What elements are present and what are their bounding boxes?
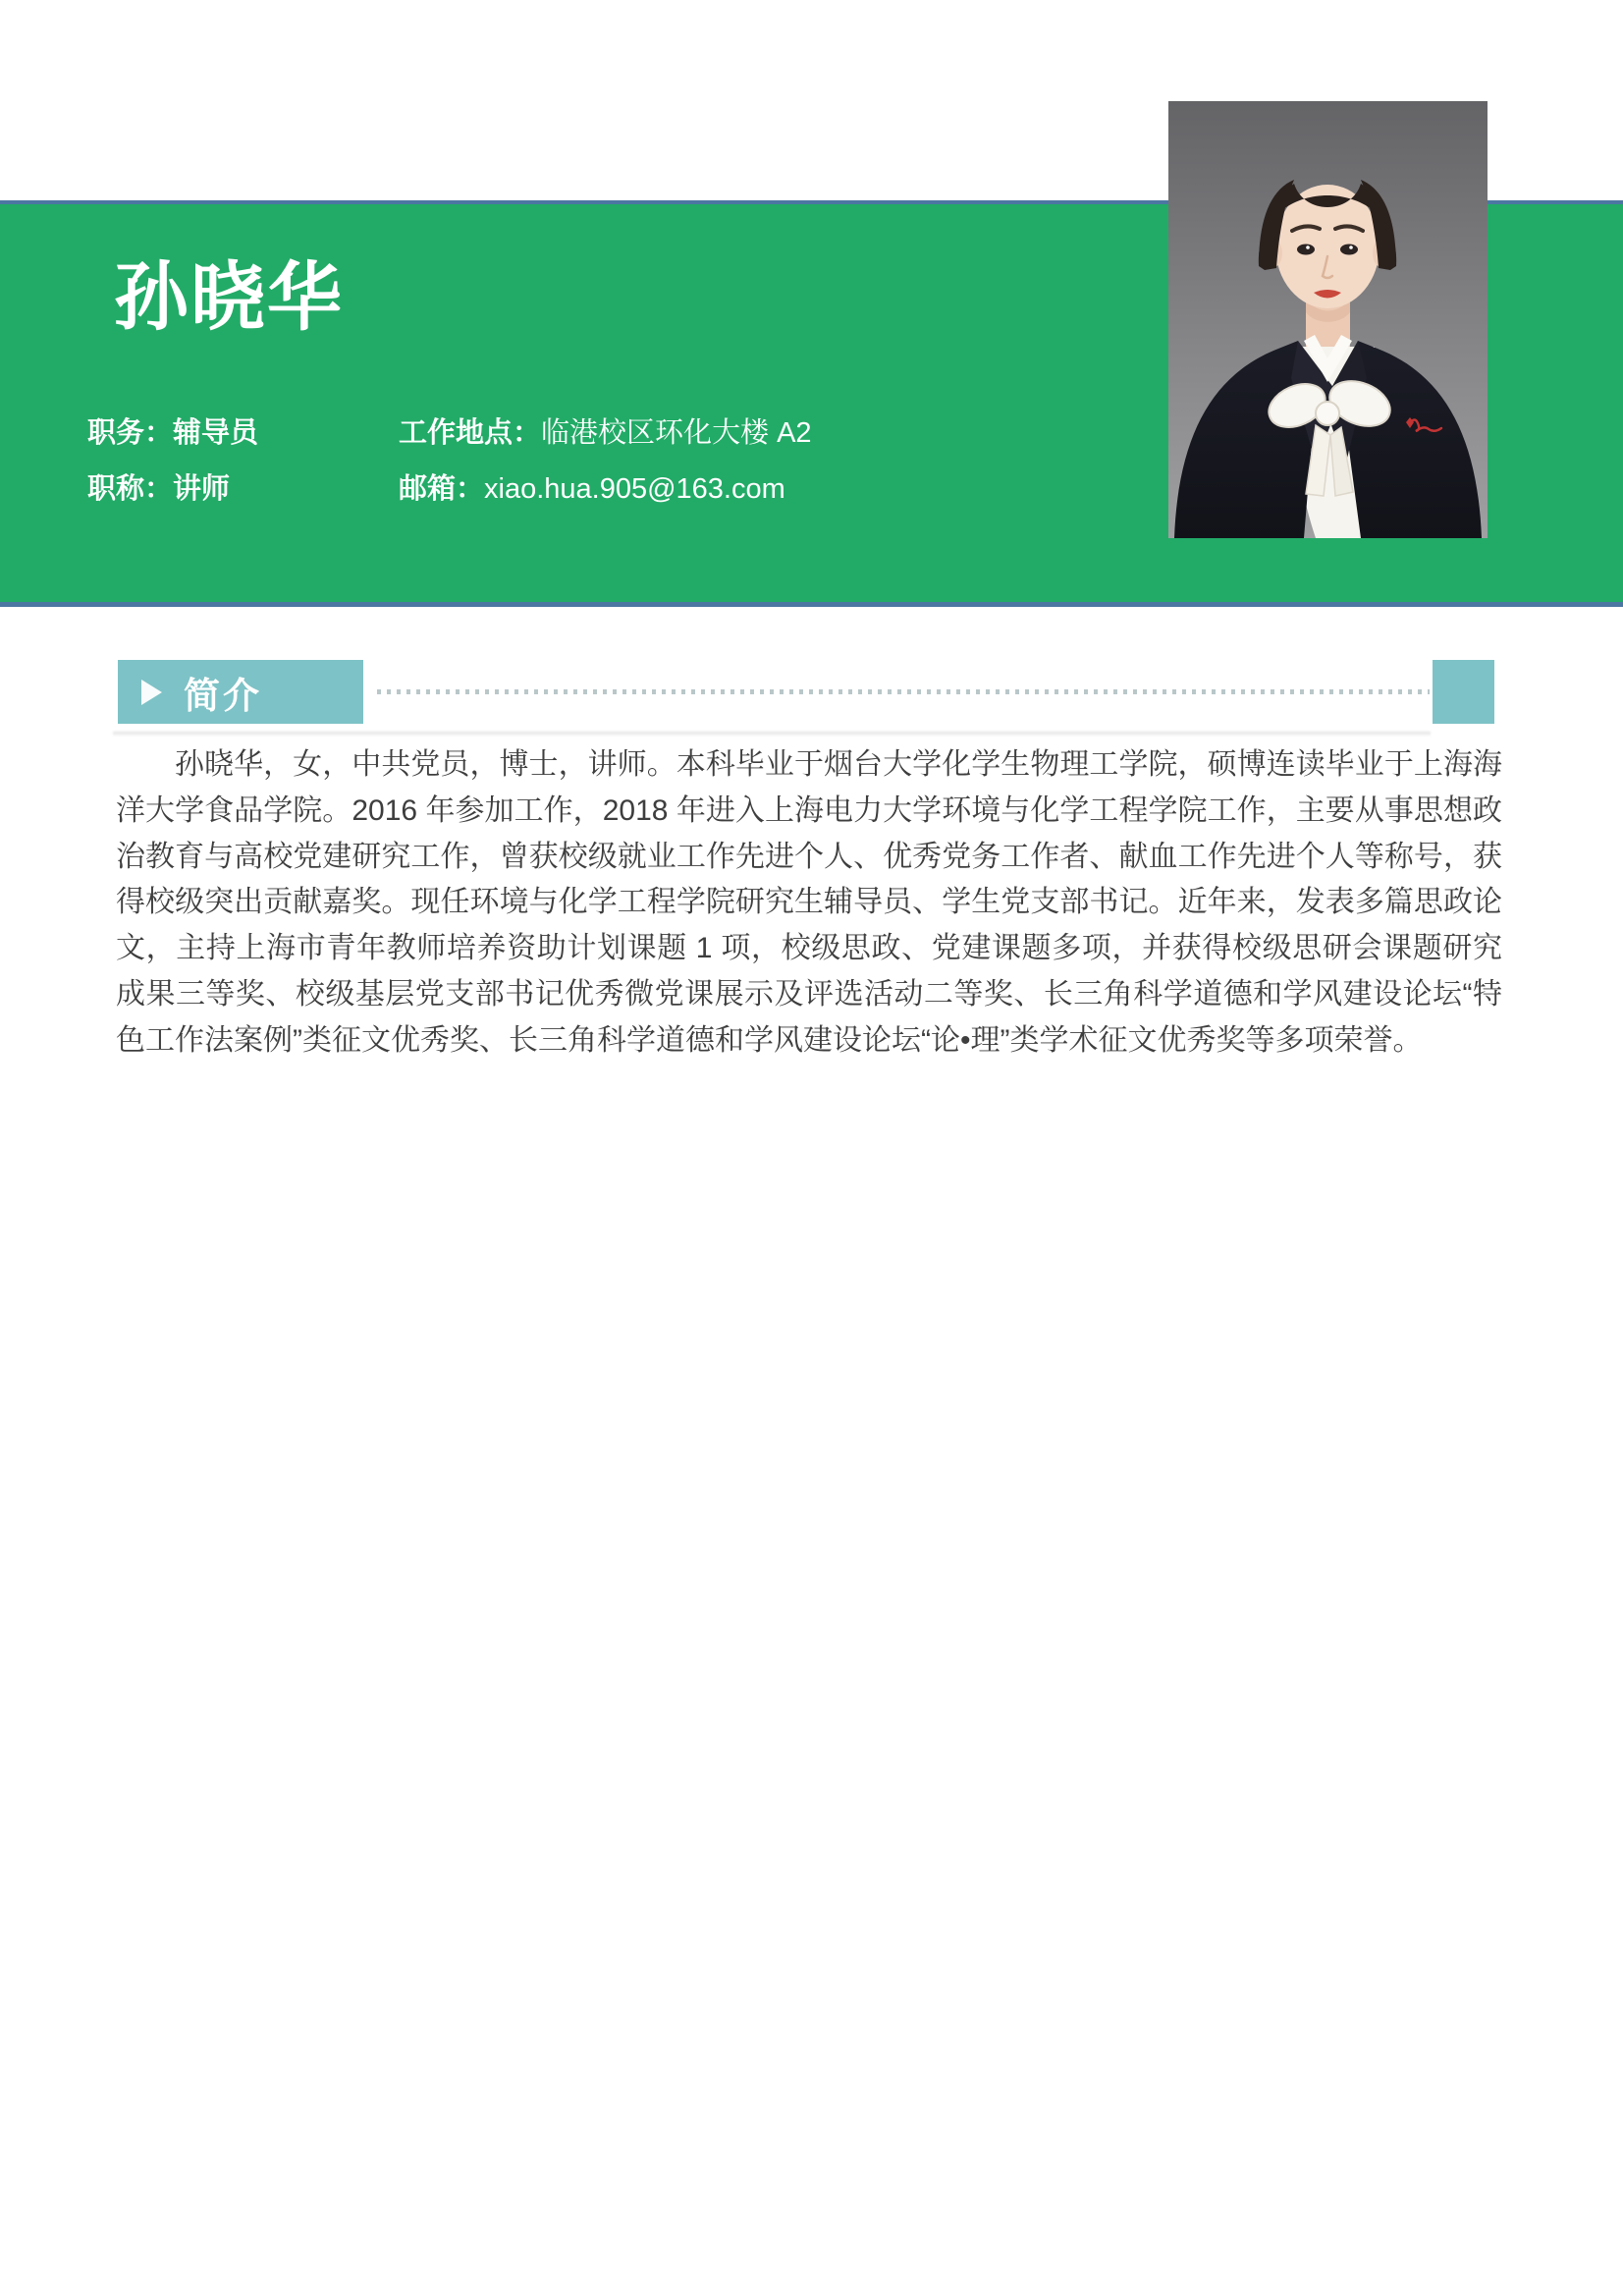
workplace-value: 临港校区环化大楼 A2	[541, 417, 812, 449]
play-triangle-icon	[141, 680, 162, 705]
title-value: 讲师	[173, 473, 231, 505]
workplace-field	[399, 416, 812, 450]
title-field	[87, 472, 399, 506]
title-label: 职称：	[87, 473, 174, 505]
profile-info-grid	[87, 416, 812, 528]
section-badge-intro	[118, 660, 363, 724]
section-header-shadow	[113, 732, 1431, 737]
email-label: 邮箱：	[399, 473, 485, 505]
workplace-label: 工作地点：	[399, 417, 542, 449]
email-value: xiao.hua.905@163.com	[484, 473, 785, 505]
portrait-illustration	[1168, 101, 1488, 538]
dotted-divider	[377, 689, 1430, 694]
position-value: 辅导员	[173, 417, 259, 449]
info-row	[87, 472, 812, 506]
section-title: 简介	[184, 675, 262, 716]
divider-end-square	[1433, 660, 1494, 724]
profile-name: 孙晓华	[114, 256, 344, 340]
position-field	[87, 416, 399, 450]
intro-paragraph: 孙晓华，女，中共党员，博士，讲师。本科毕业于烟台大学化学生物理工学院，硕博连读毕业于上海海洋大学食品学院。2016 年参加工作，2018 年进入上海电力大学环境与化学工程学院工作，主要从事思想政治教育与高校党建研究工作，曾获校级就业工作先进个人、优秀党务工作者、献血工作先进个人等称号，获得校级突出贡献嘉奖。现任环境与化学工程学院研究生辅导员、学生党支部书记。近年来，发表多篇思政论文，主持上海市青年教师培养资助计划课题 1 项，校级思政、党建课题多项，并获得校级思研会课题研究成果三等奖、校级基层党支部书记优秀微党课展示及评选活动二等奖、长三角科学道德和学风建设论坛“特色工作法案例”类征文优秀奖、长三角科学道德和学风建设论坛“论•理”类学术征文优秀奖等多项荣誉。	[116, 748, 1502, 1057]
position-label: 职务：	[87, 417, 174, 449]
email-field	[399, 472, 785, 506]
profile-photo	[1168, 101, 1488, 538]
info-row	[87, 416, 812, 450]
